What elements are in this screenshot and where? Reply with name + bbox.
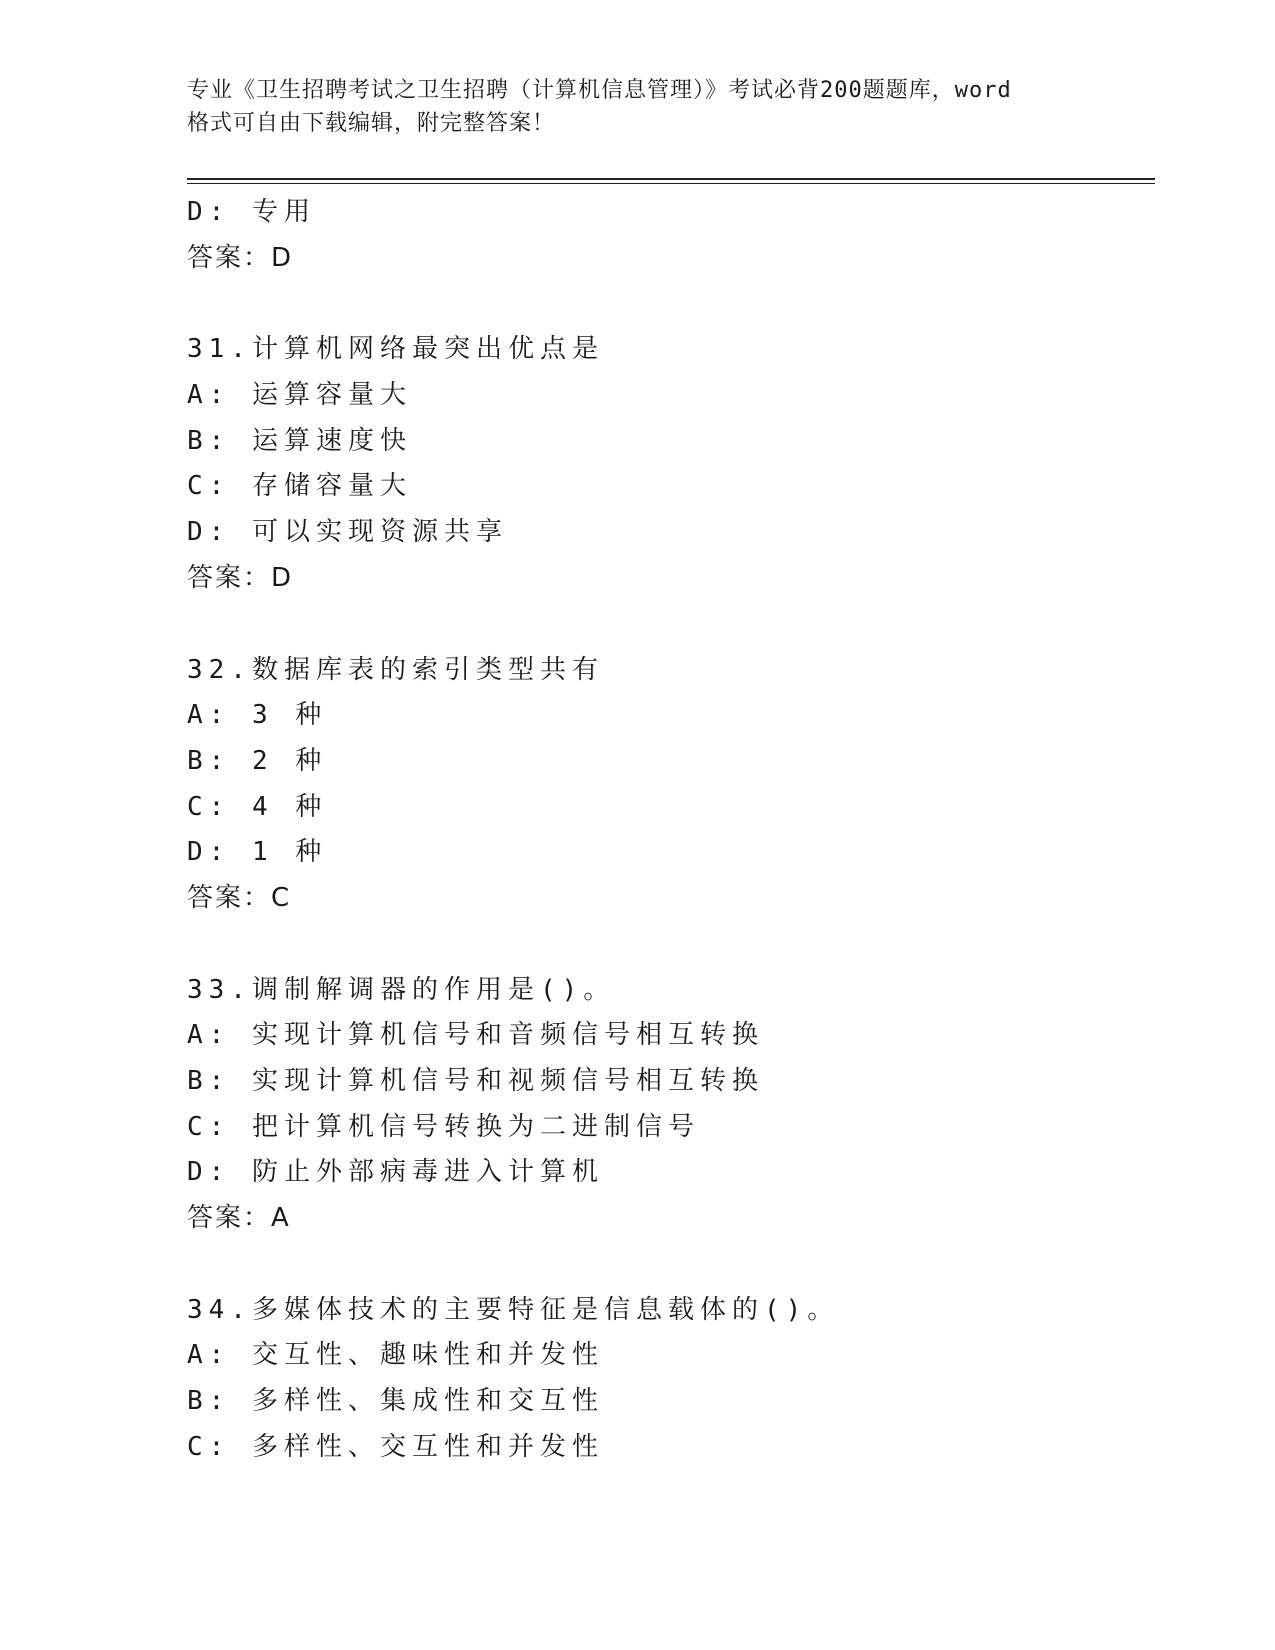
question-34 (187, 1288, 1147, 1471)
answer-value: D (271, 562, 292, 593)
answer-line (187, 236, 1147, 282)
option-b: B: 运算速度快 (187, 425, 412, 456)
option-d: D: 可以实现资源共享 (187, 517, 508, 548)
option-a: A: 交互性、趣味性和并发性 (187, 1340, 604, 1371)
question-30-tail (187, 190, 1147, 281)
answer-label: 答案： (187, 242, 272, 273)
question-list (187, 190, 1147, 1471)
option-c: C: 存储容量大 (187, 471, 412, 502)
option-c: C: 多样性、交互性和并发性 (187, 1431, 604, 1462)
option-c: C: 把计算机信号转换为二进制信号 (187, 1111, 700, 1142)
answer-line (187, 876, 1147, 922)
answer-label: 答案： (187, 562, 272, 593)
answer-value: A (271, 1203, 289, 1234)
option-d: D: 专用 (187, 197, 316, 227)
question-32 (187, 648, 1147, 922)
question-stem: 32.数据库表的索引类型共有 (187, 654, 604, 685)
option-d: D: 1 种 (187, 837, 328, 868)
answer-label: 答案： (187, 882, 272, 913)
option-c: C: 4 种 (187, 791, 328, 822)
answer-label: 答案： (187, 1203, 272, 1234)
option-b: B: 实现计算机信号和视频信号相互转换 (187, 1066, 764, 1096)
option-a: A: 3 种 (187, 700, 328, 731)
option-a: A: 运算容量大 (187, 380, 412, 411)
question-31 (187, 327, 1147, 601)
document-header (187, 74, 1087, 140)
answer-value: D (271, 242, 292, 273)
header-divider (187, 178, 1155, 184)
option-d: D: 防止外部病毒进入计算机 (187, 1157, 604, 1188)
option-b: B: 2 种 (187, 745, 328, 776)
question-stem: 31.计算机网络最突出优点是 (187, 334, 604, 365)
question-stem: 33.调制解调器的作用是()。 (187, 974, 616, 1005)
question-stem: 34.多媒体技术的主要特征是信息载体的()。 (187, 1294, 840, 1325)
header-line-1: 专业《卫生招聘考试之卫生招聘（计算机信息管理）》考试必背200题题库，word (187, 78, 1012, 103)
question-33 (187, 968, 1147, 1242)
option-b: B: 多样性、集成性和交互性 (187, 1386, 604, 1417)
answer-value: C (271, 882, 290, 913)
option-a: A: 实现计算机信号和音频信号相互转换 (187, 1020, 764, 1051)
answer-line (187, 556, 1147, 602)
header-line-2: 格式可自由下载编辑，附完整答案！ (187, 111, 556, 136)
answer-line (187, 1196, 1147, 1242)
